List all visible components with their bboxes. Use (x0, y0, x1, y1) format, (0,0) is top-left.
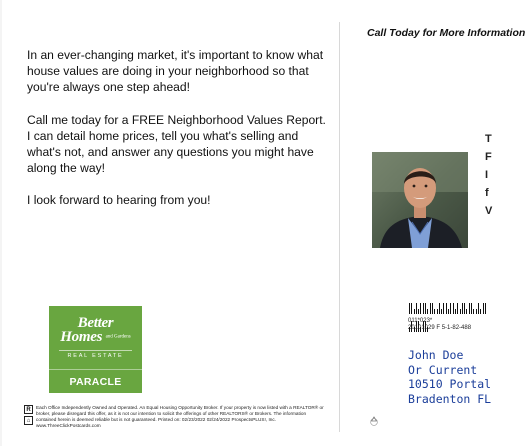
letter-paragraph-2: Call me today for a FREE Neighborhood Values Report. I can detail home prices, tell you what's selling and what's not, and answer any questions you might have along the way! (27, 112, 326, 176)
barcode-bar (434, 309, 435, 314)
barcode-bar (418, 309, 419, 314)
letter-paragraph-1: In an ever-changing market, it's important to know what house values are doing in your neighborhood so that you're always one step ahead! (27, 48, 324, 95)
mail-tracking (408, 318, 471, 332)
agent-photo (372, 152, 468, 248)
logo-brand-name: PARACLE (49, 369, 142, 388)
barcode-bar (471, 303, 472, 314)
address-line-3: 10510 Portal (408, 377, 492, 391)
realtor-icon: R (24, 405, 33, 414)
barcode-bar (443, 303, 444, 314)
agent-line-2: F (485, 151, 492, 163)
barcode-bar (425, 303, 426, 314)
letter-paragraph-3: I look forward to hearing from you! (27, 193, 211, 208)
barcode-bar (485, 303, 486, 314)
logo-line-better: Better (77, 315, 114, 331)
barcode-bar (411, 303, 412, 314)
agent-line-5: V (485, 205, 493, 217)
address-line-2: Or Current (408, 362, 478, 377)
call-to-action-heading: Call Today for More Information (367, 27, 525, 39)
agent-line-3: I (485, 169, 489, 181)
barcode-bar (473, 309, 474, 314)
agent-line-1: T (485, 133, 492, 145)
barcode-bar (439, 303, 440, 314)
disclaimer-icons (24, 405, 34, 427)
logo-real-estate: REAL ESTATE (59, 350, 132, 359)
barcode-bar (416, 303, 417, 314)
barcode-bar (462, 303, 463, 314)
barcode-bar (432, 303, 433, 314)
barcode-bar (409, 303, 410, 314)
barcode-bar (460, 309, 461, 314)
barcode-bar (469, 303, 470, 314)
recycle-icon (369, 416, 379, 426)
postal-barcode (409, 296, 488, 308)
barcode-bar (457, 303, 458, 314)
agent-info (485, 130, 492, 220)
page-edge (0, 0, 2, 446)
barcode-bar (423, 303, 424, 314)
barcode-bar (448, 309, 449, 314)
brokerage-logo (49, 306, 142, 393)
barcode-bar (466, 309, 467, 314)
tracking-number: 20101029 F 5-1-82-488 (408, 325, 472, 331)
recipient-address (408, 348, 491, 406)
barcode-bar (441, 309, 442, 314)
barcode-label: 011*023* (408, 318, 433, 324)
barcode-bar (427, 309, 428, 314)
barcode-bar (464, 303, 465, 314)
panel-divider (339, 22, 340, 432)
barcode-bar (437, 309, 438, 314)
agent-portrait-icon (372, 152, 468, 248)
barcode-bar (478, 303, 479, 314)
legal-disclaimer: Each Office Independently Owned and Operated. An Equal Housing Opportunity Broker. If your property is now listed with a REALTOR® or broker, please disregard this offer, as it is not our intention to solicit the offerings of other REALTORS® or Brokers. The information contained herein is deemed reliable but is not guaranteed. Printed on: 02/23/2022 02/24/2022 ProspectsPLUS!, Inc. www.ThreeClickPostcards.com (36, 405, 324, 428)
barcode-bar (455, 309, 456, 314)
letter-body (27, 47, 327, 225)
barcode-bar (453, 303, 454, 314)
agent-line-4: f (485, 187, 489, 199)
barcode-bar (450, 303, 451, 314)
barcode-bar (430, 303, 431, 314)
barcode-bar (483, 303, 484, 314)
equal-housing-icon: ⌂ (24, 416, 33, 425)
barcode-bar (476, 309, 477, 314)
barcode-bar (414, 309, 415, 314)
logo-line-homes: Homes and Gardens (60, 329, 131, 345)
address-line-4: Bradenton FL (408, 391, 492, 406)
address-line-1: John Doe (408, 348, 464, 362)
barcode-bar (446, 303, 447, 314)
barcode-bar (480, 309, 481, 314)
barcode-bar (420, 303, 421, 314)
